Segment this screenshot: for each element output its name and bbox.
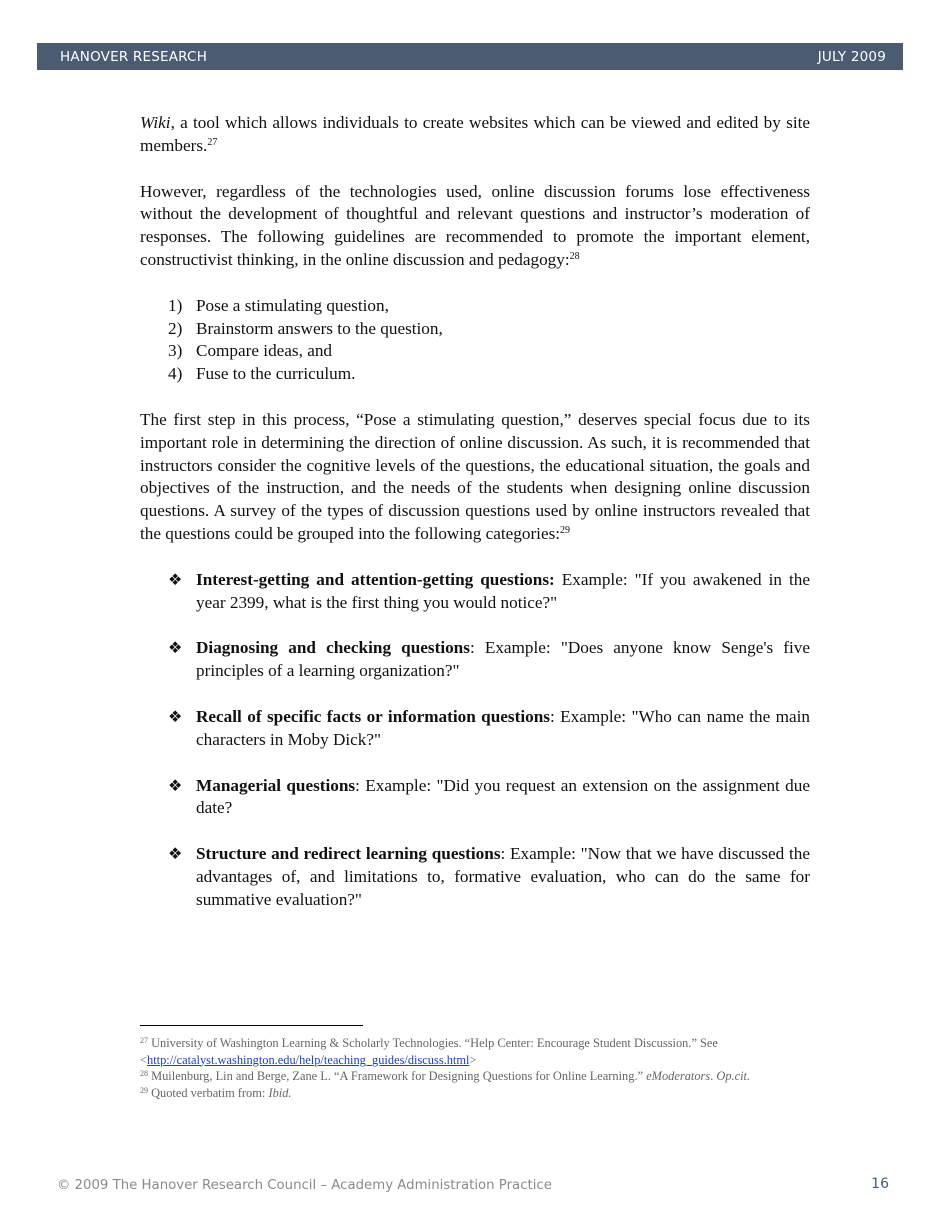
page-header	[37, 43, 903, 70]
footnote-ref-29: 29	[560, 524, 571, 536]
page-number: 16	[871, 1176, 889, 1192]
footnote-separator: .	[710, 1069, 717, 1084]
footnote-italic-ibid: Ibid.	[268, 1085, 292, 1100]
list-item	[140, 843, 810, 911]
list-item	[140, 775, 810, 821]
header-organization: HANOVER RESEARCH	[60, 49, 208, 65]
footnote-ref-28: 28	[569, 250, 580, 262]
footnotes	[140, 1035, 810, 1101]
category-title: Diagnosing and checking questions	[196, 638, 470, 658]
list-item	[140, 706, 810, 752]
footnote-italic-source: eModerators	[646, 1069, 711, 1084]
footnote-text: Muilenburg, Lin and Berge, Zane L. “A Framework for Designing Questions for Online Learning.”	[148, 1069, 647, 1084]
footnote-number: 27	[140, 1036, 148, 1045]
footnote-27	[140, 1035, 810, 1068]
paragraph-first-step	[140, 409, 810, 546]
list-item	[140, 340, 810, 363]
footnote-italic-opcit: Op.cit.	[716, 1069, 751, 1084]
link-bracket-open: <	[140, 1052, 147, 1067]
paragraph-guidelines	[140, 181, 810, 272]
list-item	[140, 569, 810, 615]
category-example: : Example: "Does anyone know Senge's five principles of a learning organization?"	[196, 638, 810, 681]
step-text: Compare ideas, and	[196, 341, 333, 361]
category-example: : Example: "Who can name the main characters in Moby Dick?"	[196, 706, 810, 749]
header-date: JULY 2009	[817, 49, 886, 65]
wiki-term: Wiki	[140, 113, 171, 132]
footnote-28	[140, 1068, 810, 1085]
list-item	[140, 295, 810, 318]
question-categories-list	[140, 569, 810, 912]
category-example: : Example: "Now that we have discussed the advantages of, and limitations to, formative evaluation, who can do the same for summative evaluation?"	[196, 844, 810, 909]
paragraph-guidelines-text: However, regardless of the technologies used, online discussion forums lose effectiveness without the development of thoughtful and relevant questions and instructor’s moderation of responses. The following guidelines are recommended to promote the important element, constructivist thinking, in the online discussion and pedagogy:	[140, 181, 810, 269]
step-text: Pose a stimulating question,	[196, 295, 389, 315]
footnote-divider	[140, 1025, 363, 1026]
category-example: : Example: "Did you request an extension on the assignment due date?	[196, 775, 810, 818]
list-item	[140, 637, 810, 683]
footnote-number: 29	[140, 1085, 148, 1095]
link-bracket-close: >	[469, 1052, 477, 1067]
paragraph-first-step-text: The first step in this process, “Pose a stimulating question,” deserves special focus due to its important role in determining the direction of online discussion. As such, it is recommended that instructors consider the cognitive levels of the questions, the educational situation, the goals and objectives of the instruction, and the needs of the students when designing online discussion questions. A survey of the types of discussion questions used by online instructors revealed that the questions could be grouped into the following categories:	[140, 409, 810, 543]
footnote-text: Quoted verbatim from:	[148, 1085, 269, 1100]
step-text: Brainstorm answers to the question,	[196, 318, 443, 338]
footer-copyright: © 2009 The Hanover Research Council – Academy Administration Practice	[57, 1178, 552, 1193]
step-number: 1)	[168, 295, 183, 315]
main-content	[140, 112, 810, 935]
category-title: Managerial questions	[196, 775, 356, 795]
diamond-bullet-icon: ❖	[168, 638, 183, 658]
diamond-bullet-icon: ❖	[168, 569, 183, 589]
list-item	[140, 363, 810, 386]
diamond-bullet-icon: ❖	[168, 775, 183, 795]
step-text: Fuse to the curriculum.	[196, 364, 356, 384]
step-number: 4)	[168, 364, 183, 384]
diamond-bullet-icon: ❖	[168, 844, 183, 864]
category-example: Example: "If you awakened in the year 2399, what is the first thing you would notice?"	[196, 569, 810, 612]
diamond-bullet-icon: ❖	[168, 706, 183, 726]
paragraph-wiki	[140, 112, 810, 158]
guideline-steps-list	[140, 295, 810, 386]
catalyst-washington-link[interactable]: http://catalyst.washington.edu/help/teaching_guides/discuss.html	[147, 1052, 470, 1067]
footnote-number: 28	[140, 1069, 148, 1079]
list-item	[140, 318, 810, 341]
footnote-ref-27: 27	[207, 136, 218, 148]
footnote-text: University of Washington Learning & Scholarly Technologies. “Help Center: Encourage Student Discussion.” See	[148, 1036, 718, 1050]
step-number: 3)	[168, 341, 183, 361]
step-number: 2)	[168, 318, 183, 338]
category-title: Interest-getting and attention-getting questions:	[196, 569, 555, 589]
category-title: Structure and redirect learning questions	[196, 844, 501, 864]
footnote-29	[140, 1085, 810, 1102]
paragraph-wiki-text: , a tool which allows individuals to create websites which can be viewed and edited by site members.	[140, 113, 810, 155]
category-title: Recall of specific facts or information questions	[196, 706, 550, 726]
